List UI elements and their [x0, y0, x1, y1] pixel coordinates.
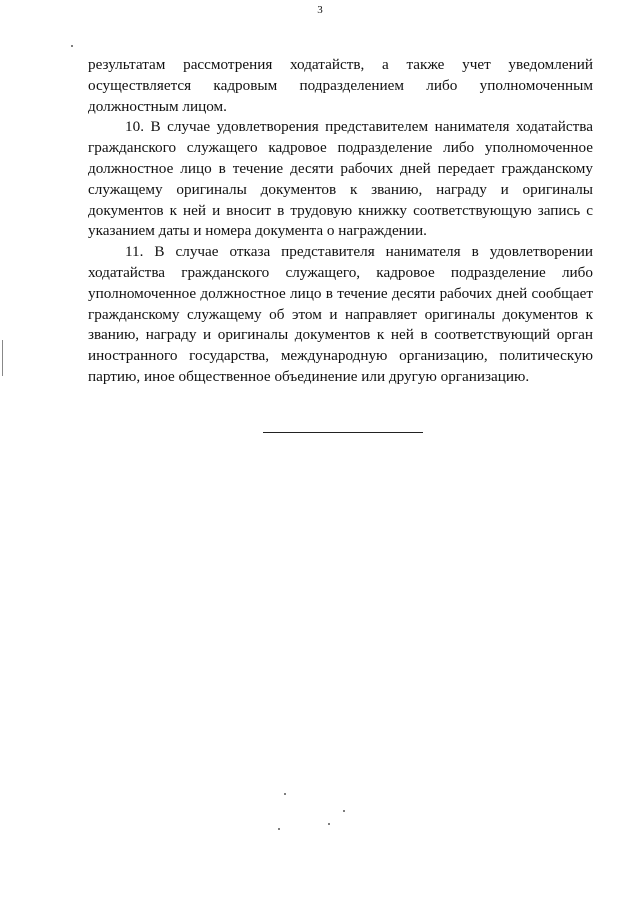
scan-mark-left [2, 340, 3, 376]
document-body [88, 55, 593, 388]
scan-speck [284, 793, 286, 795]
continuation-paragraph: результатам рассмотрения ходатайств, а также учет уведомлений осуществляется кадровым подразделением либо уполномоченным должностным лицом. [88, 56, 593, 115]
scan-speck [328, 823, 330, 825]
scan-speck [343, 810, 345, 812]
paragraph-10: 10. В случае удовлетворения представителем нанимателя ходатайства гражданского служащего кадровое подразделение либо уполномоченное должностное лицо в течение десяти рабочих дней передает гражданскому служащему оригиналы документов к званию, награду и оригиналы документов к ней и вносит в трудовую книжку соответствующую запись с указанием даты и номера документа о награждении. [88, 118, 593, 240]
paragraph-11: 11. В случае отказа представителя нанимателя в удовлетворении ходатайства гражданского служащего, кадровое подразделение либо уполномоченное должностное лицо в течение десяти рабочих дней сообщает гражданскому служащему об этом и направляет оригиналы документов к званию, награду и оригиналы документов к ней в соответствующий орган иностранного государства, международную организацию, политическую партию, иное общественное объединение или другую организацию. [88, 243, 593, 385]
scan-speck [278, 828, 280, 830]
scan-speck [71, 45, 73, 47]
page-number: 3 [317, 4, 323, 16]
end-of-text-rule [263, 432, 423, 433]
